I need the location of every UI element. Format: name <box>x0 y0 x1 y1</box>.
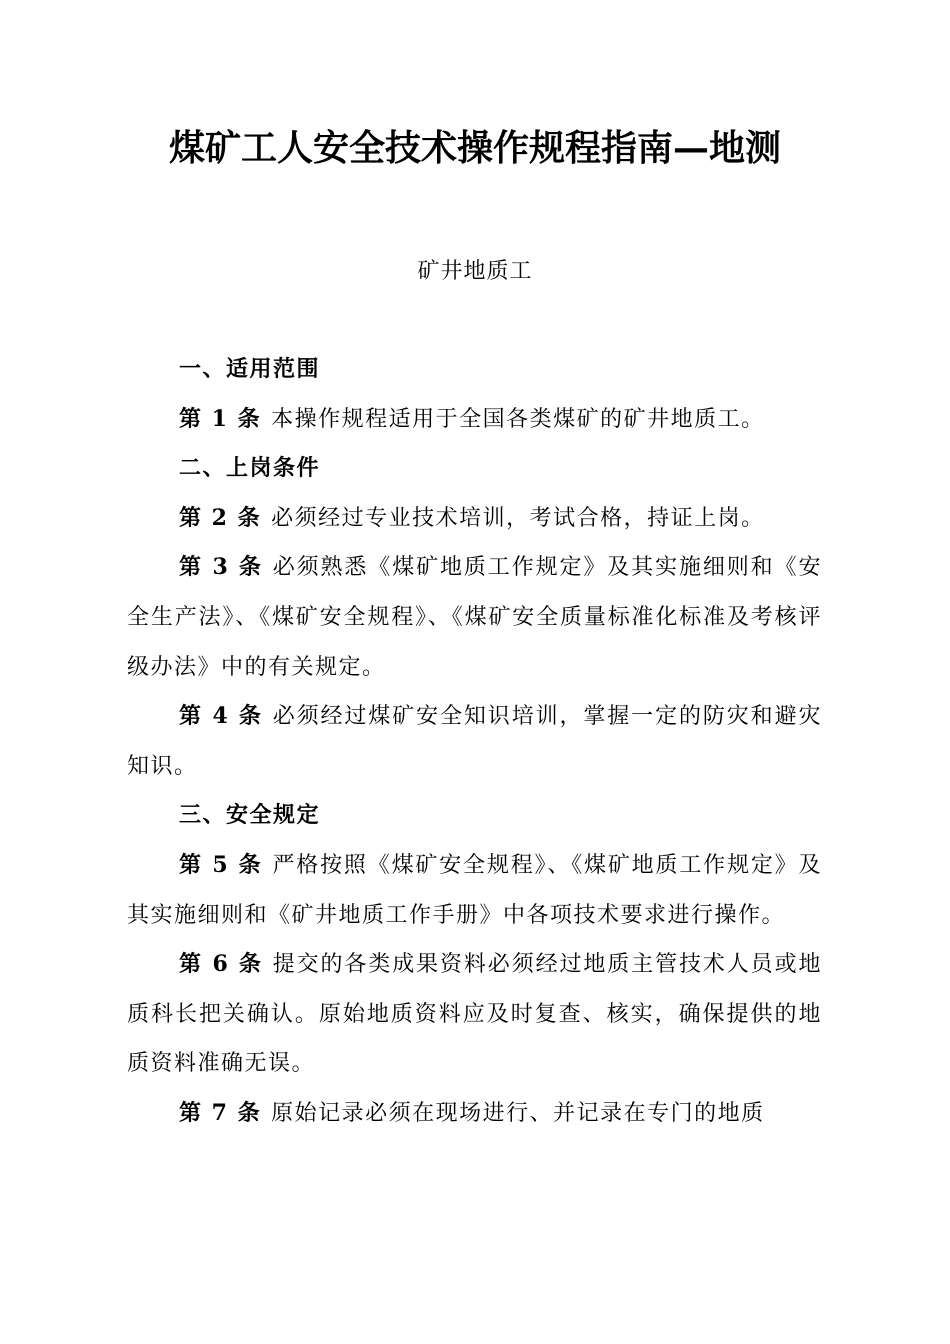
article-number: 第 5 条 <box>179 851 263 878</box>
article-text: 本操作规程适用于全国各类煤矿的矿井地质工。 <box>271 406 765 432</box>
section-heading-scope: 一、适用范围 <box>179 356 321 382</box>
document-title: 煤矿工人安全技术操作规程指南—地测 <box>168 127 781 169</box>
article-number: 第 7 条 <box>179 1099 262 1126</box>
article-paragraph <box>127 692 822 791</box>
article-number: 第 4 条 <box>179 703 263 730</box>
article-text: 提交的各类成果资料必须经过地质主管技术人员或地质科长把关确认。原始地质资料应及时复查、核实，确保提供的地质资料准确无误。 <box>127 952 822 1077</box>
article-paragraph <box>127 841 822 940</box>
article-text: 必须熟悉《煤矿地质工作规定》及其实施细则和《安全生产法》、《煤矿安全规程》、《煤矿安全质量标准化标准及考核评级办法》中的有关规定。 <box>127 555 822 680</box>
document-body <box>127 345 822 1139</box>
section-heading-qualifications: 二、上岗条件 <box>179 455 321 482</box>
article-number: 第 6 条 <box>179 951 263 978</box>
document-subtitle: 矿井地质工 <box>417 259 533 284</box>
article-text: 严格按照《煤矿安全规程》、《煤矿地质工作规定》及其实施细则和《矿井地质工作手册》中各项技术要求进行操作。 <box>127 852 822 928</box>
article-paragraph <box>127 1089 822 1139</box>
article-text: 原始记录必须在现场进行、并记录在专门的地质 <box>271 1100 765 1126</box>
article-text: 必须经过专业技术培训，考试合格，持证上岗。 <box>271 505 765 531</box>
article-paragraph <box>127 395 822 445</box>
article-paragraph <box>127 940 822 1089</box>
article-number: 第 1 条 <box>179 405 262 432</box>
article-number: 第 3 条 <box>179 554 263 581</box>
article-number: 第 2 条 <box>179 504 262 531</box>
article-paragraph <box>127 543 822 692</box>
section-heading-safety-rules: 三、安全规定 <box>179 802 321 829</box>
article-paragraph <box>127 494 822 544</box>
article-text: 必须经过煤矿安全知识培训，掌握一定的防灾和避灾知识。 <box>127 704 822 779</box>
